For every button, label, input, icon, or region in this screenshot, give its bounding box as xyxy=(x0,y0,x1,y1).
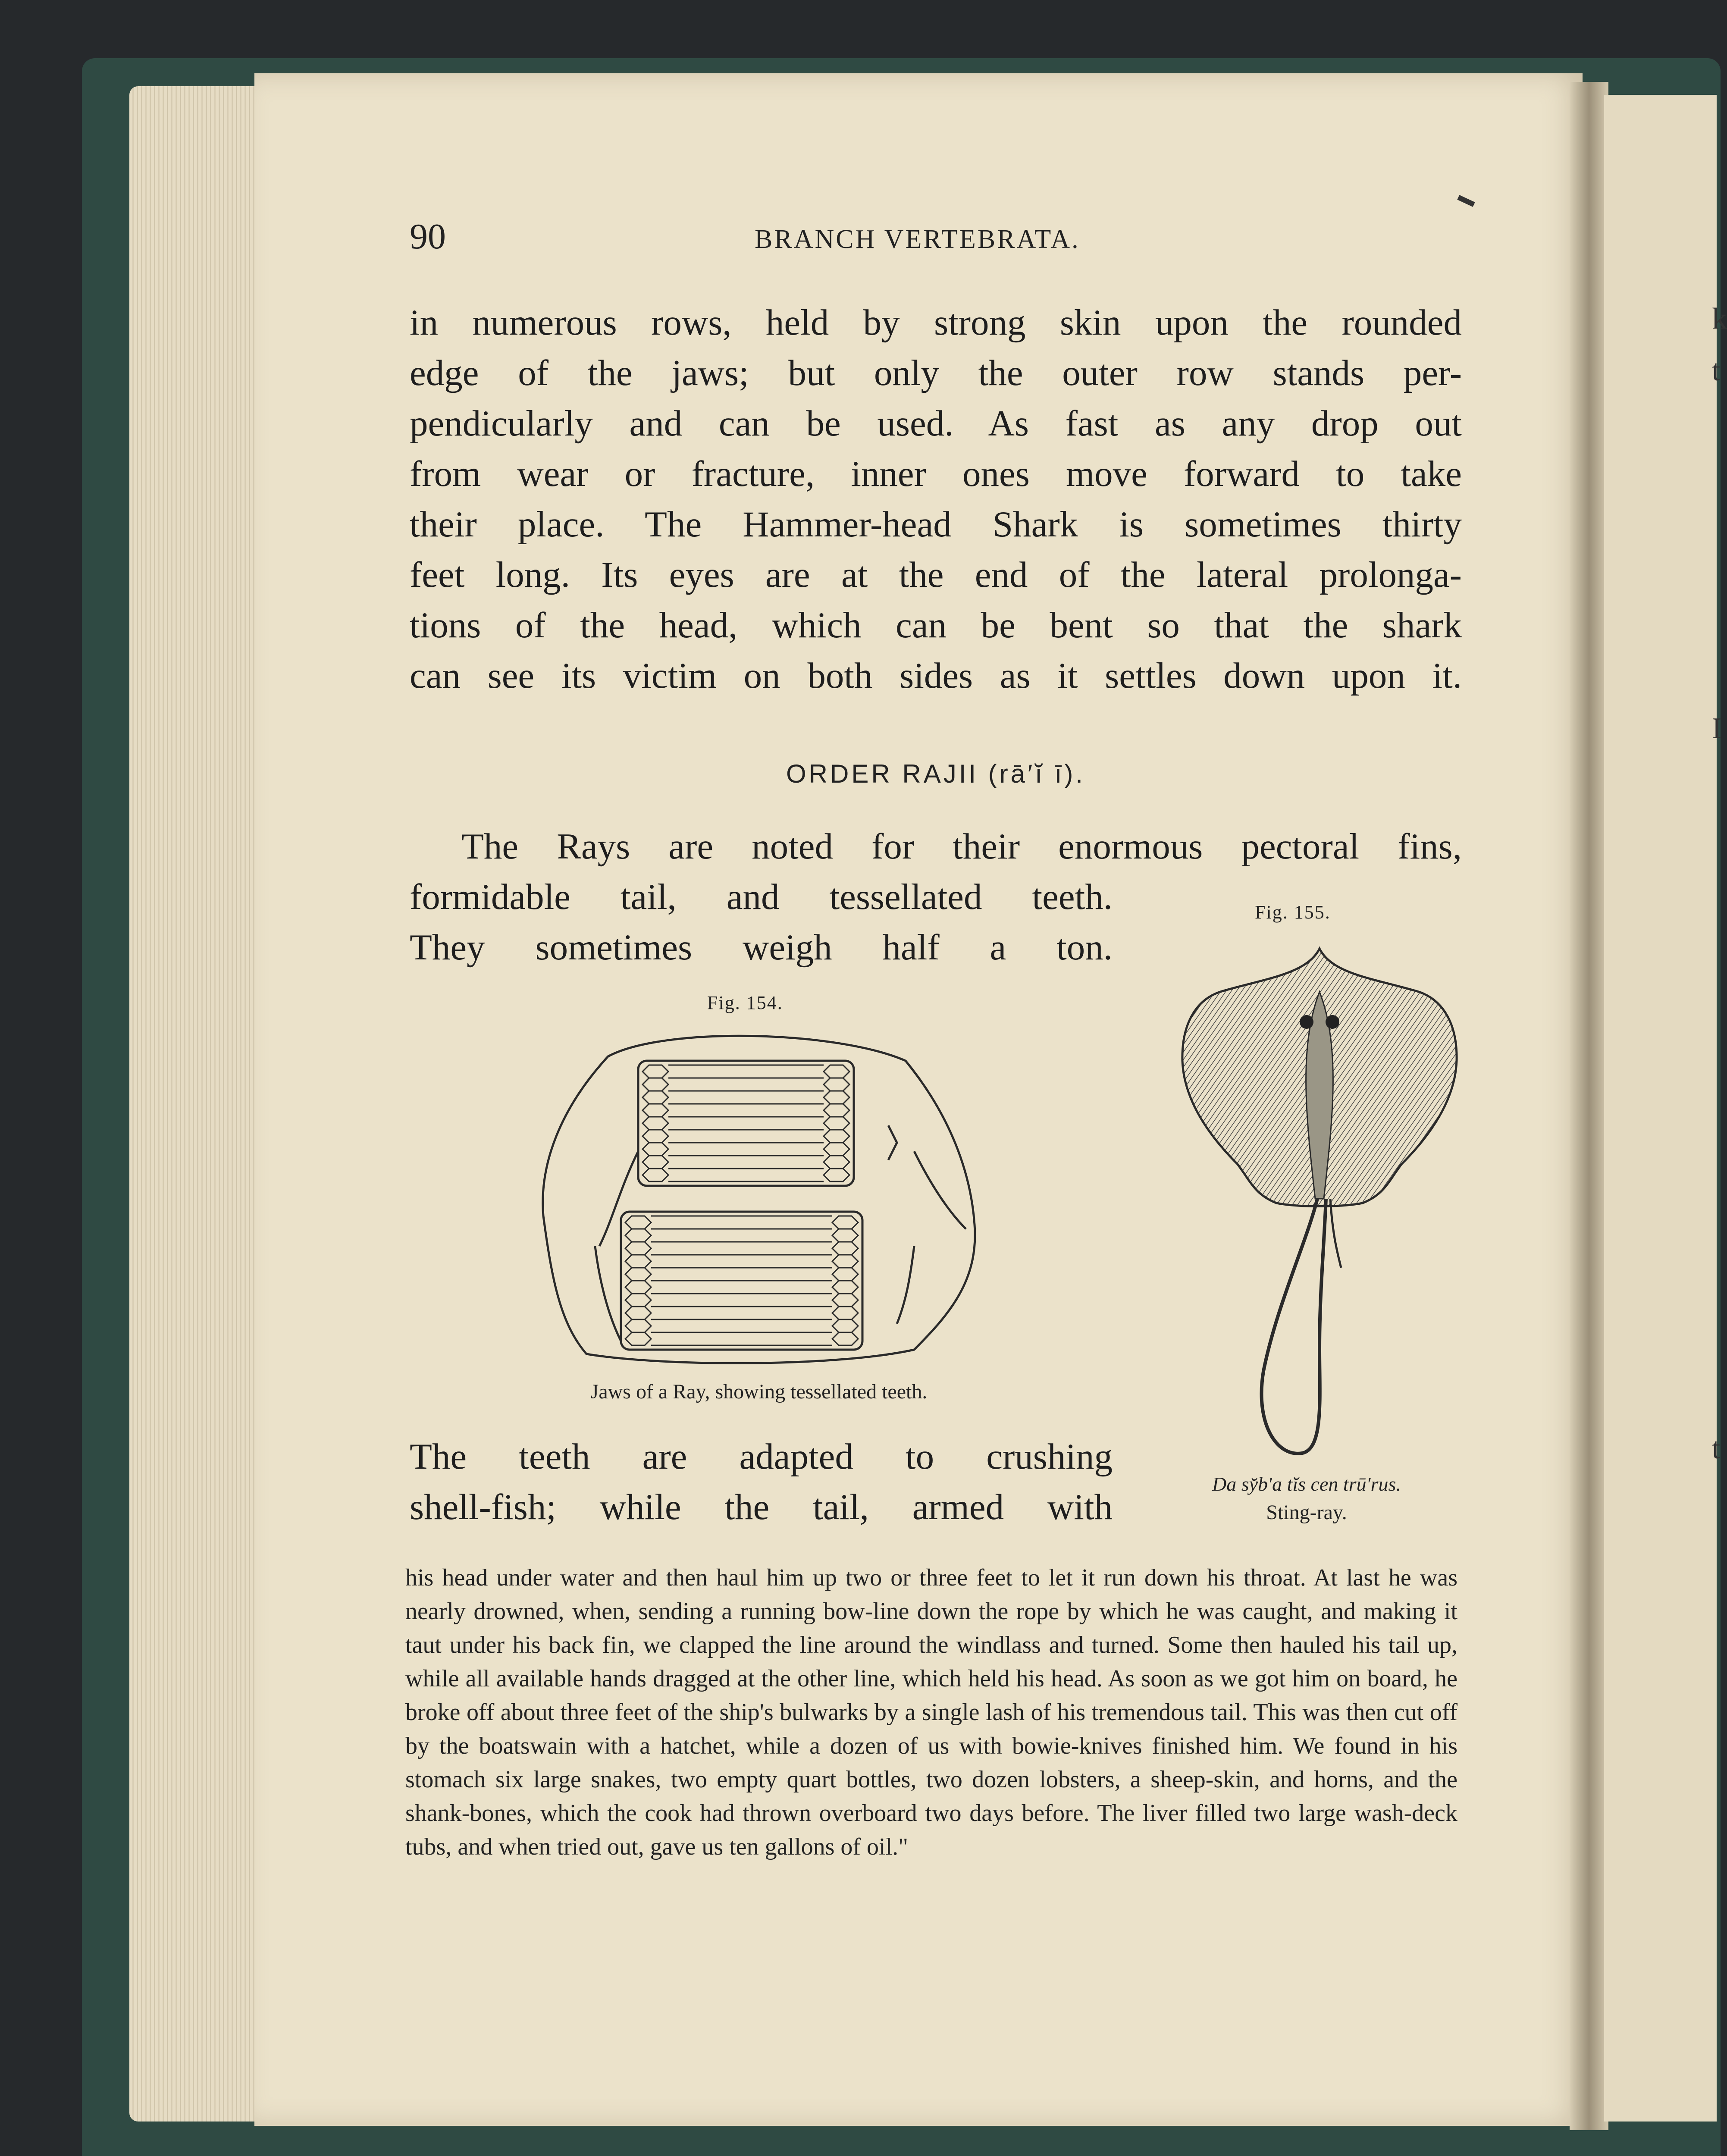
text-line: feet long. Its eyes are at the end of the lateral prolonga- xyxy=(410,555,1462,595)
text-line: their place. The Hammer-head Shark is sometimes thirty xyxy=(410,504,1462,545)
figure-154-label: Fig. 154. xyxy=(707,992,783,1013)
running-header xyxy=(410,216,1462,272)
facing-page-letter: t xyxy=(1712,354,1721,387)
figure-155-latin-caption: Da sy̆b′a tĭs cen trū′rus. xyxy=(1212,1473,1401,1495)
text-line: tions of the head, which can be bent so that the shark xyxy=(410,605,1462,646)
footnote-text: his head under water and then haul him up two or three feet to let it run down his throat. At last he was nearly drowned, when, sending a running bow-line down the rope by which he was caught, and making it taut under his back fin, we clapped the line around the windlass and turned. Some then hauled his tail up, while all available hands dragged at the other line, which held his head. As soon as we got him on board, he broke off about three feet of the ship's bulwarks by a single lash of his tremendous tail. This was then cut off by the boatswain with a hatchet, while a dozen of us with bowie-knives finished him. We found in his stomach six large snakes, two empty quart bottles, two dozen lobsters, a sheep-skin, and horns, and the shank-bones, which the cook had thrown overboard two days before. The liver filled two large wash-deck tubs, and when tried out, gave us ten gallons of oil." xyxy=(405,1564,1457,1860)
rays-paragraph-column xyxy=(410,872,1113,973)
figure-155-label: Fig. 155. xyxy=(1255,902,1331,923)
text-line: can see its victim on both sides as it settles down upon it. xyxy=(410,655,1462,696)
ray-jaws-illustration xyxy=(535,1022,983,1376)
text-line: from wear or fracture, inner ones move forward to take xyxy=(410,454,1462,494)
footnote xyxy=(405,1561,1457,1864)
rays-first-line xyxy=(410,821,1462,872)
sting-ray-illustration xyxy=(1177,940,1462,1466)
facing-page-letter: t xyxy=(1712,1432,1721,1465)
page-edges xyxy=(129,86,259,2122)
running-title: BRANCH VERTEBRATA. xyxy=(755,225,1080,254)
text-line: formidable tail, and tessellated teeth. xyxy=(410,877,1113,917)
facing-page-letter: k xyxy=(1712,302,1727,335)
figure-155-common-caption: Sting-ray. xyxy=(1266,1501,1347,1524)
text-line: pendicularly and can be used. As fast as any drop out xyxy=(410,403,1462,444)
text-line: shell-fish; while the tail, armed with xyxy=(410,1487,1113,1527)
text-line: The Rays are noted for their enormous pectoral fins, xyxy=(461,826,1462,867)
figure-154-caption: Jaws of a Ray, showing tessellated teeth. xyxy=(590,1380,928,1403)
book-gutter xyxy=(1570,82,1608,2130)
text-line: The teeth are adapted to crushing xyxy=(410,1436,1113,1477)
page-number: 90 xyxy=(410,216,446,257)
text-line: edge of the jaws; but only the outer row stands per- xyxy=(410,353,1462,393)
teeth-paragraph xyxy=(410,1432,1113,1532)
intro-paragraph xyxy=(410,298,1462,701)
facing-page-letter: I xyxy=(1712,712,1722,745)
facing-page-edge xyxy=(1604,95,1727,2122)
text-line: in numerous rows, held by strong skin upon the rounded xyxy=(410,302,1462,343)
text-line: They sometimes weigh half a ton. xyxy=(410,927,1113,968)
section-heading: ORDER RAJII (rā′ĭ ī). xyxy=(786,759,1085,788)
